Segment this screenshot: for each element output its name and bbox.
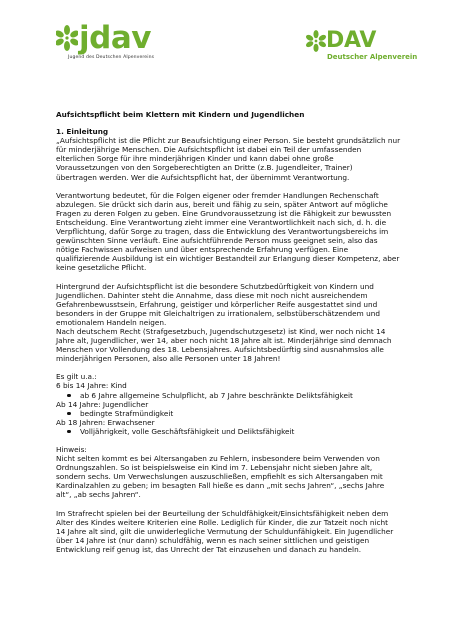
text-line: alt“, „ab sechs Jahren“. <box>56 490 141 500</box>
age-list <box>56 372 408 436</box>
text-line: über 14 Jahre ist (nur dann) schuldfähig, wenn es nach seiner sittlichen und geistigen <box>56 535 370 545</box>
text-line: Hintergrund der Aufsichtspflicht ist die besondere Schutzbedürftigkeit von Kindern und <box>56 281 374 291</box>
intro-paragraph <box>56 136 408 181</box>
bullet-list <box>56 427 408 436</box>
age-list-intro: Es gilt u.a.: <box>56 372 97 382</box>
dav-wordmark: DAV <box>326 28 377 53</box>
criminal-law-paragraph <box>56 509 408 554</box>
text-line: Gefahrenbewusstsein, Erfahrung, geistiger und körperlicher Reife ausgestattet sind und <box>56 299 378 309</box>
age-group-label: Ab 18 Jahren: Erwachsener <box>56 417 155 427</box>
text-line: emotionalem Handeln neigen. <box>56 317 167 327</box>
text-line: Voraussetzungen von den Sorgeberechtigten an Dritte (z.B. Jugendleiter, Trainer) <box>56 163 353 173</box>
background-paragraph <box>56 282 408 364</box>
document-title: Aufsichtspflicht beim Klettern mit Kindern und Jugendlichen <box>56 110 305 119</box>
text-line: Kardinalzahlen zu geben; im besagten Fall hieße es dann „mit sechs Jahren“, „sechs Jahre <box>56 481 385 491</box>
text-line: minderjährigen Personen, also alle Personen unter 18 Jahren! <box>56 354 281 364</box>
jdav-subtitle: Jugend des Deutschen Alpenvereins <box>68 55 155 60</box>
text-line: elterlichen Sorge für ihre minderjährigen Kinder und kann dabei ohne große <box>56 154 334 164</box>
text-line: Jugendlichen. Dahinter steht die Annahme, dass diese mit noch nicht ausreichendem <box>56 290 368 300</box>
jdav-logo <box>56 22 166 74</box>
section-heading: 1. Einleitung <box>56 127 109 137</box>
document-body <box>56 110 408 563</box>
text-line: „Aufsichtspflicht ist die Pflicht zur Beaufsichtigung einer Person. Sie besteht grundsätzlich nur <box>56 136 401 146</box>
text-line: für minderjährige Menschen. Die Aufsichtspflicht ist dabei ein Teil der umfassenden <box>56 145 362 155</box>
hint-heading: Hinweis: <box>56 445 87 454</box>
responsibility-paragraph <box>56 191 408 273</box>
text-line: gewünschten Sinne verläuft. Eine aufsichtführende Person muss geeignet sein, also das <box>56 236 378 246</box>
text-line: Entscheidung. Eine Verantwortung zieht immer eine Verantwortlichkeit nach sich, d. h. die <box>56 217 387 227</box>
text-line: Nach deutschem Recht (Strafgesetzbuch, Jugendschutzgesetz) ist Kind, wer noch nicht 14 <box>56 326 386 336</box>
edelweiss-icon <box>306 30 326 52</box>
text-line: Verantwortung bedeutet, für die Folgen eigener oder fremder Handlungen Rechenschaft <box>56 190 379 200</box>
text-line: 14 Jahre alt sind, gilt die unwiderlegliche Vermutung der Schuldunfähigkeit. Ein Jugendlicher <box>56 526 394 536</box>
text-line: übertragen werden. Wer die Aufsichtspflicht hat, der übernimmt Verantwortung. <box>56 172 350 182</box>
text-line: sondern sechs. Um Verwechslungen auszuschließen, empfiehlt es sich Altersangaben mit <box>56 472 383 482</box>
text-line: keine gesetzliche Pflicht. <box>56 263 147 273</box>
bullet-list <box>56 409 408 418</box>
text-line: besonders in der Gruppe mit Gleichaltrigen zu irrationalem, selbstüberschätzendem und <box>56 308 380 318</box>
bullet-item: ab 6 Jahre allgemeine Schulpflicht, ab 7 Jahre beschränkte Deliktsfähigkeit <box>56 391 408 400</box>
dav-logo <box>306 28 418 61</box>
age-group-label: 6 bis 14 Jahre: Kind <box>56 381 127 391</box>
dav-subtitle: Deutscher Alpenverein <box>327 53 418 61</box>
edelweiss-icon <box>56 25 78 51</box>
text-line: Entwicklung reif genug ist, das Unrecht der Tat einzusehen und danach zu handeln. <box>56 544 362 554</box>
text-line: Ordnungszahlen. So ist beispielsweise ein Kind im 7. Lebensjahr nicht sieben Jahre alt, <box>56 463 373 473</box>
jdav-wordmark: jdav <box>79 20 151 56</box>
hint-paragraph <box>56 445 408 500</box>
text-line: Alter des Kindes weitere Kriterien eine Rolle. Lediglich für Kinder, die zur Tatzeit noch nicht <box>56 517 389 527</box>
text-line: abzulegen. Sie drückt sich darin aus, bereit und fähig zu sein, später Antwort auf mögliche <box>56 199 388 209</box>
text-line: qualifizierende Ausbildung ist ein wichtiger Bestandteil zur Erlangung dieser Kompetenz, aber <box>56 254 400 264</box>
bullet-item: bedingte Strafmündigkeit <box>56 409 408 418</box>
text-line: Fragen zu deren Folgen zu geben. Eine Grundvoraussetzung ist die Fähigkeit zur bewussten <box>56 208 392 218</box>
text-line: nötige Fachwissen aufweisen und über entsprechende Erfahrung verfügen. Eine <box>56 245 349 255</box>
text-line: Nicht selten kommt es bei Altersangaben zu Fehlern, insbesondere beim Verwenden von <box>56 454 380 464</box>
age-group-label: Ab 14 Jahre: Jugendlicher <box>56 399 149 409</box>
text-line: Menschen vor Vollendung des 18. Lebensjahres. Aufsichtsbedürftig sind ausnahmslos alle <box>56 345 384 355</box>
bullet-item: Volljährigkeit, volle Geschäftsfähigkeit und Deliktsfähigkeit <box>56 427 408 436</box>
bullet-list <box>56 391 408 400</box>
text-line: Im Strafrecht spielen bei der Beurteilung der Schuldfähigkeit/Einsichtsfähigkeit neben dem <box>56 508 389 518</box>
text-line: Jahre alt, Jugendlicher, wer 14, aber noch nicht 18 Jahre alt ist. Minderjährige sind demnach <box>56 336 392 346</box>
text-line: Verpflichtung, dafür Sorge zu tragen, dass die Entwicklung des Verantwortungsbereichs im <box>56 227 389 237</box>
